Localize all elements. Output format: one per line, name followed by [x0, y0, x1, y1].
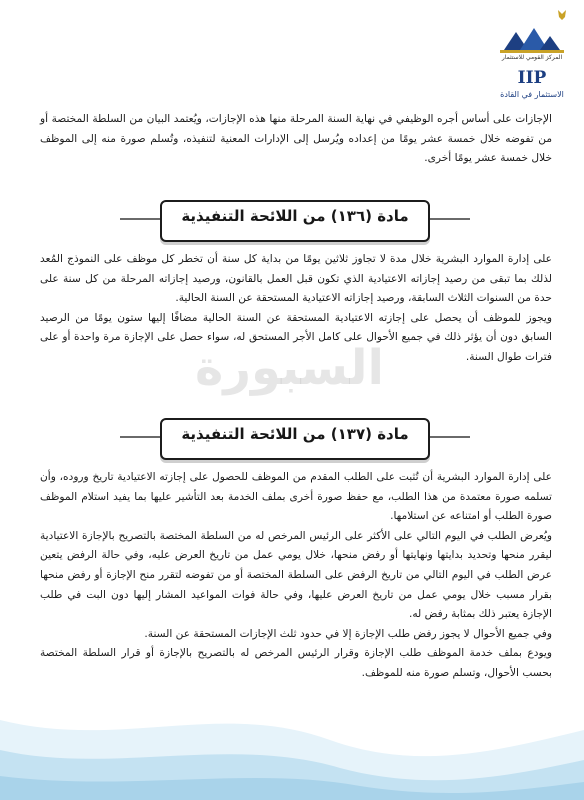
section-137-paragraph: وفي جميع الأحوال لا يجوز رفض طلب الإجازة إلا في حدود ثلث الإجازات المستحقة عن السنة.	[144, 627, 552, 640]
intro-paragraph	[40, 110, 552, 169]
section-heading-136	[150, 196, 440, 242]
section-136-body	[40, 250, 552, 368]
section-title-136: مادة (١٣٦) من اللائحة التنفيذية	[181, 207, 409, 225]
section-137-body	[40, 468, 552, 684]
section-136-paragraph: ويجوز للموظف أن يحصل على إجازته الاعتيادية المستحقة عن السنة الحالية مضافًا إليها ستون يومًا من الرصيد السابق دون أن يؤثر ذلك في جميع الأحوال على كامل الأجر المستحق له، سواء حصل على الإجازة مرة واحدة أو على فترات طوال السنة.	[40, 311, 552, 363]
intro-text: الإجازات على أساس أجره الوظيفي في نهاية السنة المرحلة منها هذه الإجازات، ويُعتمد البيان من السلطة المختصة أو من تفوضه خلال خمسة عشر يومًا من إعداده ويُرسل إلى الإدارات المعنية لتنفيذه، وتُسلم صورة منه إلى الموظف خلال خمسة عشر يومًا أخرى.	[40, 113, 552, 165]
section-137-paragraph: ويودع بملف خدمة الموظف طلب الإجازة وقرار الرئيس المرخص له بالتصريح بالإجازة أو قرار السلطة المختصة بحسب الأحوال، وتسلم صورة منه للموظف.	[40, 647, 552, 679]
logo-subtitle: المركز القومي للاستثمار	[501, 54, 563, 61]
section-136-paragraph: على إدارة الموارد البشرية خلال مدة لا تجاوز ثلاثين يومًا من بداية كل سنة أن تخطر كل موظف على النموذج المُعد لذلك بما تبقى من رصيد إجازاته الاعتيادية الذي تكون قبل العمل بالقانون، ورصيد إجازاته المرحلة من كل سنة على حدة من السنوات الثلاث السابقة، ورصيد إجازاته الاعتيادية المستحقة عن السنة الحالية.	[40, 253, 552, 305]
section-heading-137	[150, 414, 440, 460]
watermark-text: السبورة	[195, 340, 384, 396]
decorative-waves	[0, 680, 584, 800]
section-137-paragraph: ويُعرض الطلب في اليوم التالي على الأكثر على الرئيس المرخص له من السلطة المختصة بالتصريح بالإجازة الاعتيادية ليقرر منحها وتحديد بدايتها ونهايتها أو رفض منحها، خلال يومي عمل من تاريخ العرض عليه، وفي حالة الرفض يتعين عرض الطلب في اليوم التالي من تاريخ الرفض على السلطة المختصة أو من تفوضه لتقرر منح الإجازة أو رفض منحها بقرار مسبب خلال يومي عمل من تاريخ العرض عليها، وفي حالة فوات المواعيد المشار إليها دون البت في طلب الإجازة يعتبر ذلك بمثابة رفض له.	[40, 529, 552, 621]
section-137-paragraph: على إدارة الموارد البشرية أن تُثبت على الطلب المقدم من الموظف للحصول على إجازته الاعتيادية تاريخ وروده، وأن تسلمه صورة معتمدة من هذا الطلب، مع حفظ صورة أخرى بملف الخدمة بعد التأشير عليها بما يفيد استلام الموظف صورة الطلب أو امتناعه عن استلامها.	[40, 471, 552, 523]
institute-logo	[486, 6, 578, 106]
logo-abbreviation: IIP	[517, 68, 547, 88]
logo-tagline: الاستثمار في القادة	[500, 90, 564, 99]
section-title-137: مادة (١٣٧) من اللائحة التنفيذية	[181, 425, 409, 443]
